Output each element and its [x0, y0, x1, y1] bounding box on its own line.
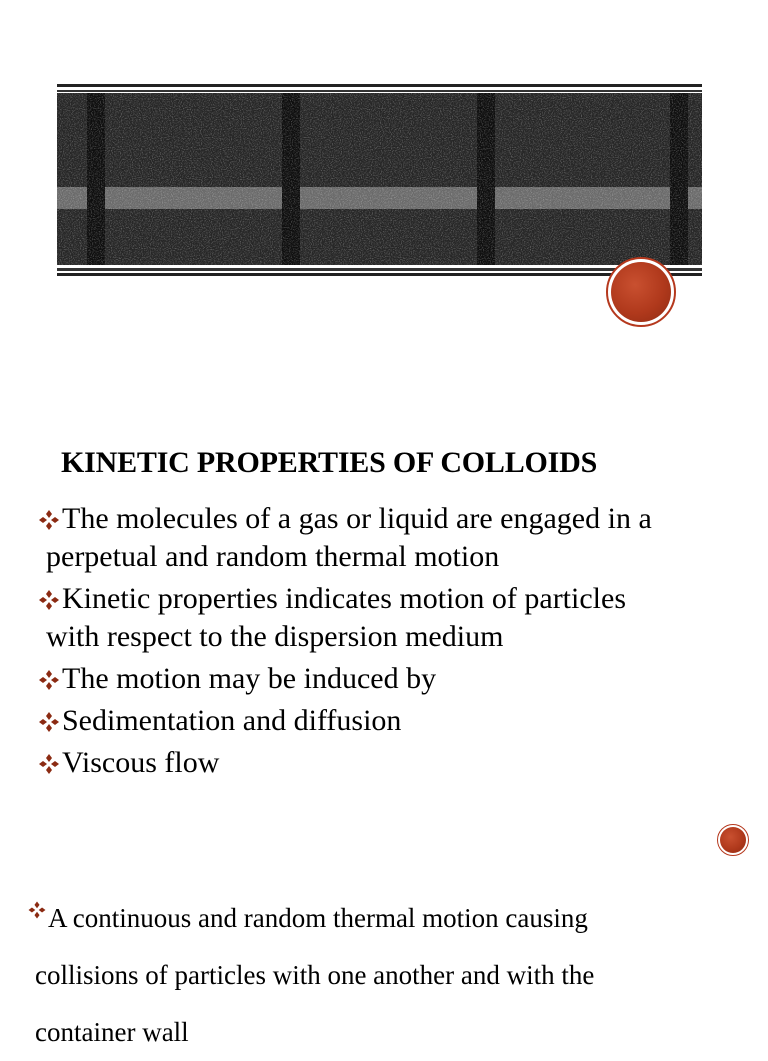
bullet-text-line1: The molecules of a gas or liquid are engaged in a	[62, 502, 652, 535]
list-item	[36, 500, 762, 576]
list-item	[36, 744, 762, 782]
next-slide-line3: container wall	[35, 1017, 189, 1047]
diamond-bullet-icon	[26, 899, 48, 921]
bullet-text-line2: perpetual and random thermal motion	[46, 540, 500, 573]
bullet-text-line1: Sedimentation and diffusion	[62, 704, 402, 737]
next-slide-line	[26, 890, 746, 947]
list-item	[36, 580, 762, 656]
next-slide-line2: collisions of particles with one another and with the	[35, 960, 595, 990]
bullet-list	[36, 500, 762, 786]
orange-circle-ornament-large	[606, 257, 676, 327]
bullet-text-line1: Viscous flow	[62, 746, 220, 779]
diamond-bullet-icon	[36, 751, 62, 777]
bullet-text-line2: with respect to the dispersion medium	[46, 620, 504, 653]
next-slide-line1: A continuous and random thermal motion causing	[48, 903, 588, 933]
bullet-text-line1: The motion may be induced by	[62, 662, 437, 695]
diamond-bullet-icon	[36, 667, 62, 693]
orange-circle-ornament-small	[717, 824, 749, 856]
list-item	[36, 660, 762, 698]
list-item	[36, 702, 762, 740]
slide-title: KINETIC PROPERTIES OF COLLOIDS	[61, 446, 598, 479]
diamond-bullet-icon	[36, 507, 62, 533]
bullet-text-line1: Kinetic properties indicates motion of particles	[62, 582, 626, 615]
next-slide-line	[26, 947, 746, 1004]
header-banner-image	[57, 84, 702, 276]
next-slide-line	[26, 1004, 746, 1061]
diamond-bullet-icon	[36, 709, 62, 735]
diamond-bullet-icon	[36, 587, 62, 613]
next-slide-text	[26, 890, 746, 1061]
